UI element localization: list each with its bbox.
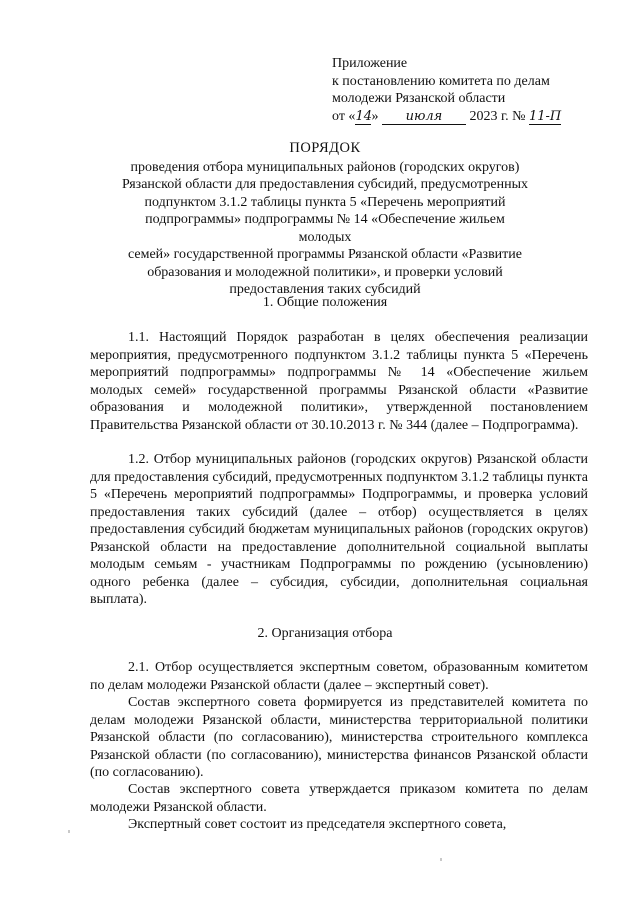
title-line: семей» государственной программы Рязанской области «Развитие xyxy=(128,247,522,262)
title-line: образования и молодежной политики», и проверки условий xyxy=(147,264,503,280)
appendix-resolution-line: к постановлению комитета по делам xyxy=(332,73,550,89)
paragraph-2-3: Состав экспертного совета утверждается приказом комитета по делам молодежи Рязанской области. xyxy=(90,782,588,815)
section-heading-1: 1. Общие положения xyxy=(262,295,388,310)
title-line: подпрограммы» подпрограммы № 14 «Обеспечение жильем молодых xyxy=(145,212,505,245)
scan-speck xyxy=(68,830,70,833)
appendix-date-line xyxy=(332,108,592,126)
date-year: 2023 г. № xyxy=(469,108,526,124)
title-line: предоставления таких субсидий xyxy=(229,282,421,297)
section-heading-2: 2. Организация отбора xyxy=(257,626,393,641)
date-mid: » xyxy=(371,108,379,124)
date-prefix: от « xyxy=(332,108,356,124)
handwritten-number: 11-П xyxy=(528,108,562,124)
paragraph-2-1: 2.1. Отбор осуществляется экспертным советом, образованным комитетом по делам молодежи Рязанской области (далее – экспертный совет). xyxy=(90,660,588,693)
paragraph-2-2: Состав экспертного совета формируется из представителей комитета по делам молодежи Рязанской области, министерства территориальной политики Рязанской области (по согласованию), министерства строительного комплекса Рязанской области (по согласованию), министерства финансов Рязанской области (по согласованию). xyxy=(90,695,588,780)
paragraph-1-1: 1.1. Настоящий Порядок разработан в целях обеспечения реализации мероприятия, предусмотренного подпунктом 3.1.2 таблицы пункта 5 «Перечень мероприятий подпрограммы» подпрограммы № 14 «Обеспечение жильем молодых семей» государственной программы Рязанской области «Развитие образования и молодежной политики», утвержденной постановлением Правительства Рязанской области от 30.10.2013 г. № 344 (далее – Подпрограмма). xyxy=(90,330,588,433)
title-line: проведения отбора муниципальных районов (городских округов) xyxy=(130,159,520,175)
handwritten-month: июля xyxy=(382,110,466,125)
paragraph-1-2: 1.2. Отбор муниципальных районов (городских округов) Рязанской области для предоставления субсидий, предусмотренных подпунктом 3.1.2 таблицы пункта 5 «Перечень мероприятий подпрограммы» Подпрограммы, и проверка условий предоставления таких субсидий (далее – отбор) осуществляется в целях предоставления субсидий бюджетам муниципальных районов (городских округов) Рязанской области на предоставление дополнительной социальной выплаты молодым семьям - участникам Подпрограммы по рождению (усыновлению) одного ребенка (далее – субсидия, субсидии, дополнительная социальная выплата). xyxy=(90,452,588,607)
title-line: Рязанской области для предоставления субсидий, предусмотренных xyxy=(121,177,529,192)
appendix-block xyxy=(332,55,592,125)
handwritten-day: 14 xyxy=(355,108,372,124)
scan-speck xyxy=(440,858,442,861)
title-heading: ПОРЯДОК xyxy=(289,140,361,156)
document-title xyxy=(118,140,532,299)
paragraph-2-4: Экспертный совет состоит из председателя экспертного совета, xyxy=(128,817,507,832)
appendix-label: Приложение xyxy=(332,56,408,71)
title-line: подпунктом 3.1.2 таблицы пункта 5 «Перечень мероприятий xyxy=(144,194,506,210)
appendix-committee-line: молодежи Рязанской области xyxy=(332,91,506,106)
